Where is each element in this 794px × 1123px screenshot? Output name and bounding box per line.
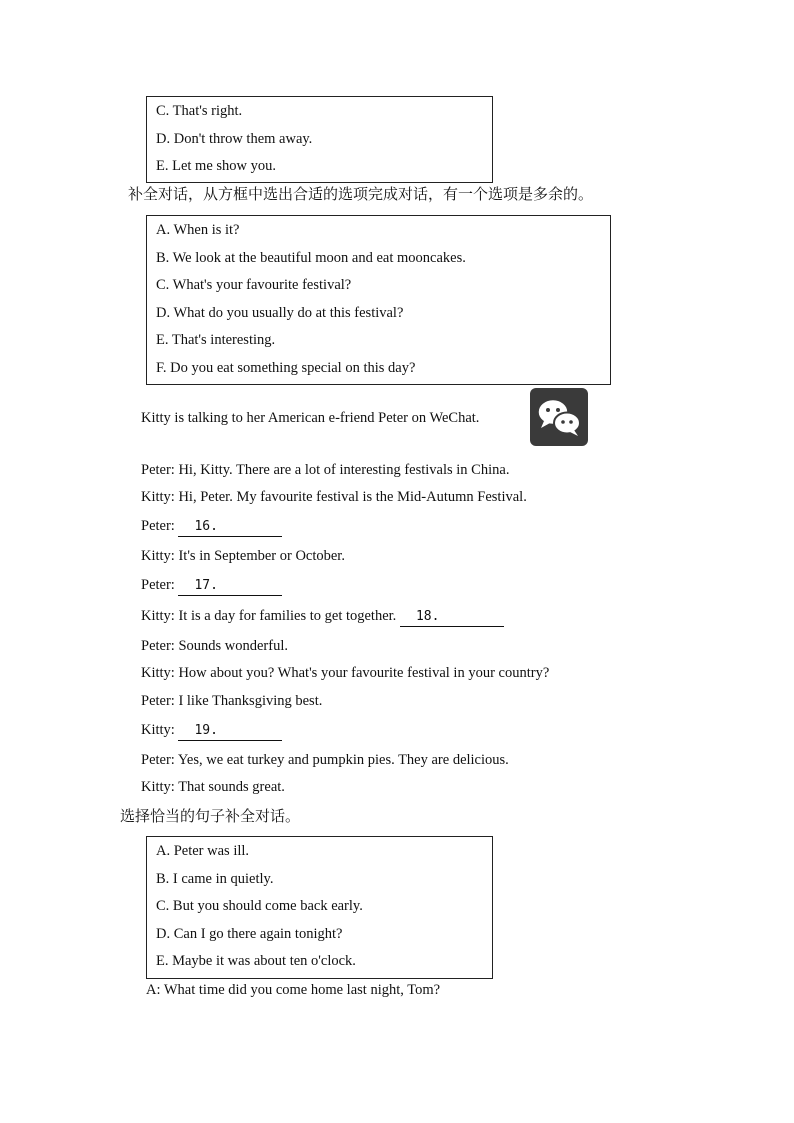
instruction-1: 补全对话，从方框中选出合适的选项完成对话，有一个选项是多余的。 — [128, 185, 594, 203]
dialogue-line-3: Peter: 16. — [141, 516, 282, 537]
options-box-2 — [146, 215, 611, 385]
dialogue-line-8: Kitty: How about you? What's your favourite festival in your country? — [141, 665, 550, 681]
option-d: D. Don't throw them away. — [156, 130, 313, 147]
option-d: D. Can I go there again tonight? — [156, 925, 343, 942]
option-e: E. Let me show you. — [156, 158, 277, 175]
option-b: B. I came in quietly. — [156, 870, 274, 887]
question-a: A: What time did you come home last night, Tom? — [146, 982, 441, 998]
options-box-3 — [146, 836, 493, 979]
dialogue-line-4: Kitty: It's in September or October. — [141, 548, 345, 564]
dialogue-line-1: Peter: Hi, Kitty. There are a lot of interesting festivals in China. — [141, 462, 510, 478]
option-f: F. Do you eat something special on this day? — [156, 359, 416, 376]
option-c: C. But you should come back early. — [156, 898, 363, 915]
blank-17[interactable]: 17. — [178, 577, 282, 596]
dialogue-line-7: Peter: Sounds wonderful. — [141, 638, 288, 654]
dialogue-line-11: Peter: Yes, we eat turkey and pumpkin pies. They are delicious. — [141, 752, 509, 768]
option-c: C. That's right. — [156, 103, 243, 119]
dialogue-line-2: Kitty: Hi, Peter. My favourite festival is the Mid-Autumn Festival. — [141, 489, 527, 505]
dialogue-intro: Kitty is talking to her American e-friend Peter on WeChat. — [141, 410, 480, 426]
blank-16[interactable]: 16. — [178, 518, 282, 537]
option-e: E. Maybe it was about ten o'clock. — [156, 953, 356, 970]
dialogue-line-10: Kitty: 19. — [141, 720, 282, 741]
option-d: D. What do you usually do at this festival? — [156, 304, 404, 321]
option-b: B. We look at the beautiful moon and eat mooncakes. — [156, 249, 466, 266]
options-box-1 — [146, 96, 493, 183]
dialogue-line-12: Kitty: That sounds great. — [141, 779, 285, 795]
dialogue-line-5: Peter: 17. — [141, 575, 282, 596]
blank-18[interactable]: 18. — [400, 608, 504, 627]
option-e: E. That's interesting. — [156, 332, 276, 349]
dialogue-line-6: Kitty: It is a day for families to get together. 18. — [141, 606, 504, 627]
blank-19[interactable]: 19. — [178, 722, 282, 741]
instruction-2: 选择恰当的句子补全对话。 — [120, 807, 301, 825]
option-c: C. What's your favourite festival? — [156, 277, 352, 294]
option-a: A. When is it? — [156, 222, 240, 238]
option-a: A. Peter was ill. — [156, 843, 250, 859]
wechat-icon — [530, 388, 588, 446]
dialogue-line-9: Peter: I like Thanksgiving best. — [141, 693, 323, 709]
